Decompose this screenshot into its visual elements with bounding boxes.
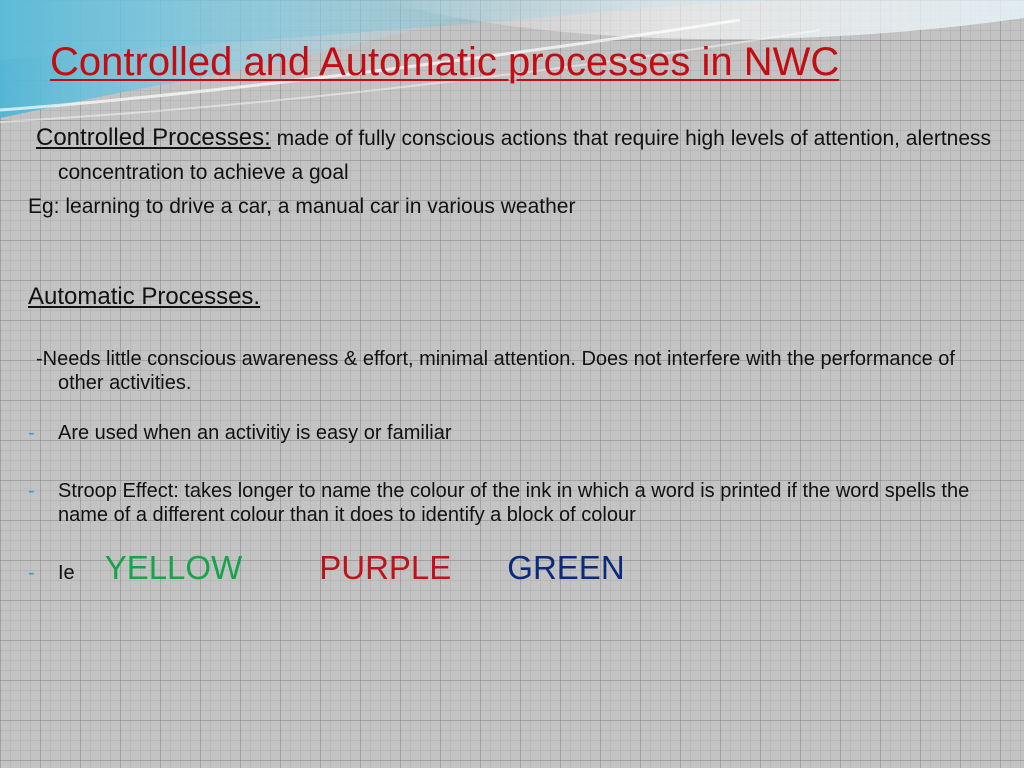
- stroop-example-row: [28, 549, 1003, 587]
- bullet-marker: -: [28, 562, 35, 584]
- automatic-bullet-1: [28, 421, 1003, 445]
- slide-title: Controlled and Automatic processes in NWC: [50, 40, 840, 84]
- bullet-marker: -: [28, 422, 35, 444]
- controlled-processes-definition: made of fully conscious actions that require high levels of attention, alertness: [270, 127, 992, 150]
- controlled-processes-example: Eg: learning to drive a car, a manual car in various weather: [28, 195, 576, 218]
- stroop-word-purple: PURPLE: [319, 549, 452, 586]
- stroop-word-yellow: YELLOW: [104, 549, 243, 586]
- automatic-bullet-2: [28, 479, 1003, 527]
- automatic-processes-heading: Automatic Processes.: [28, 283, 261, 310]
- stroop-example-label: Ie: [58, 562, 75, 584]
- bullet-text: Are used when an activitiy is easy or familiar: [58, 422, 452, 444]
- bullet-text: Stroop Effect: takes longer to name the colour of the ink in which a word is printed if the word spells the name of a different colour than it does to identify a block of colour: [58, 480, 970, 526]
- slide-content: [28, 124, 1003, 587]
- automatic-processes-intro: -Needs little conscious awareness & effort, minimal attention. Does not interfere with the performance of other activities.: [36, 348, 955, 394]
- controlled-processes-paragraph: [28, 124, 1003, 153]
- controlled-processes-line2: concentration to achieve a goal: [58, 161, 349, 184]
- stroop-word-green: GREEN: [507, 549, 625, 586]
- controlled-processes-heading: Controlled Processes:: [36, 124, 271, 151]
- bullet-marker: -: [28, 480, 35, 502]
